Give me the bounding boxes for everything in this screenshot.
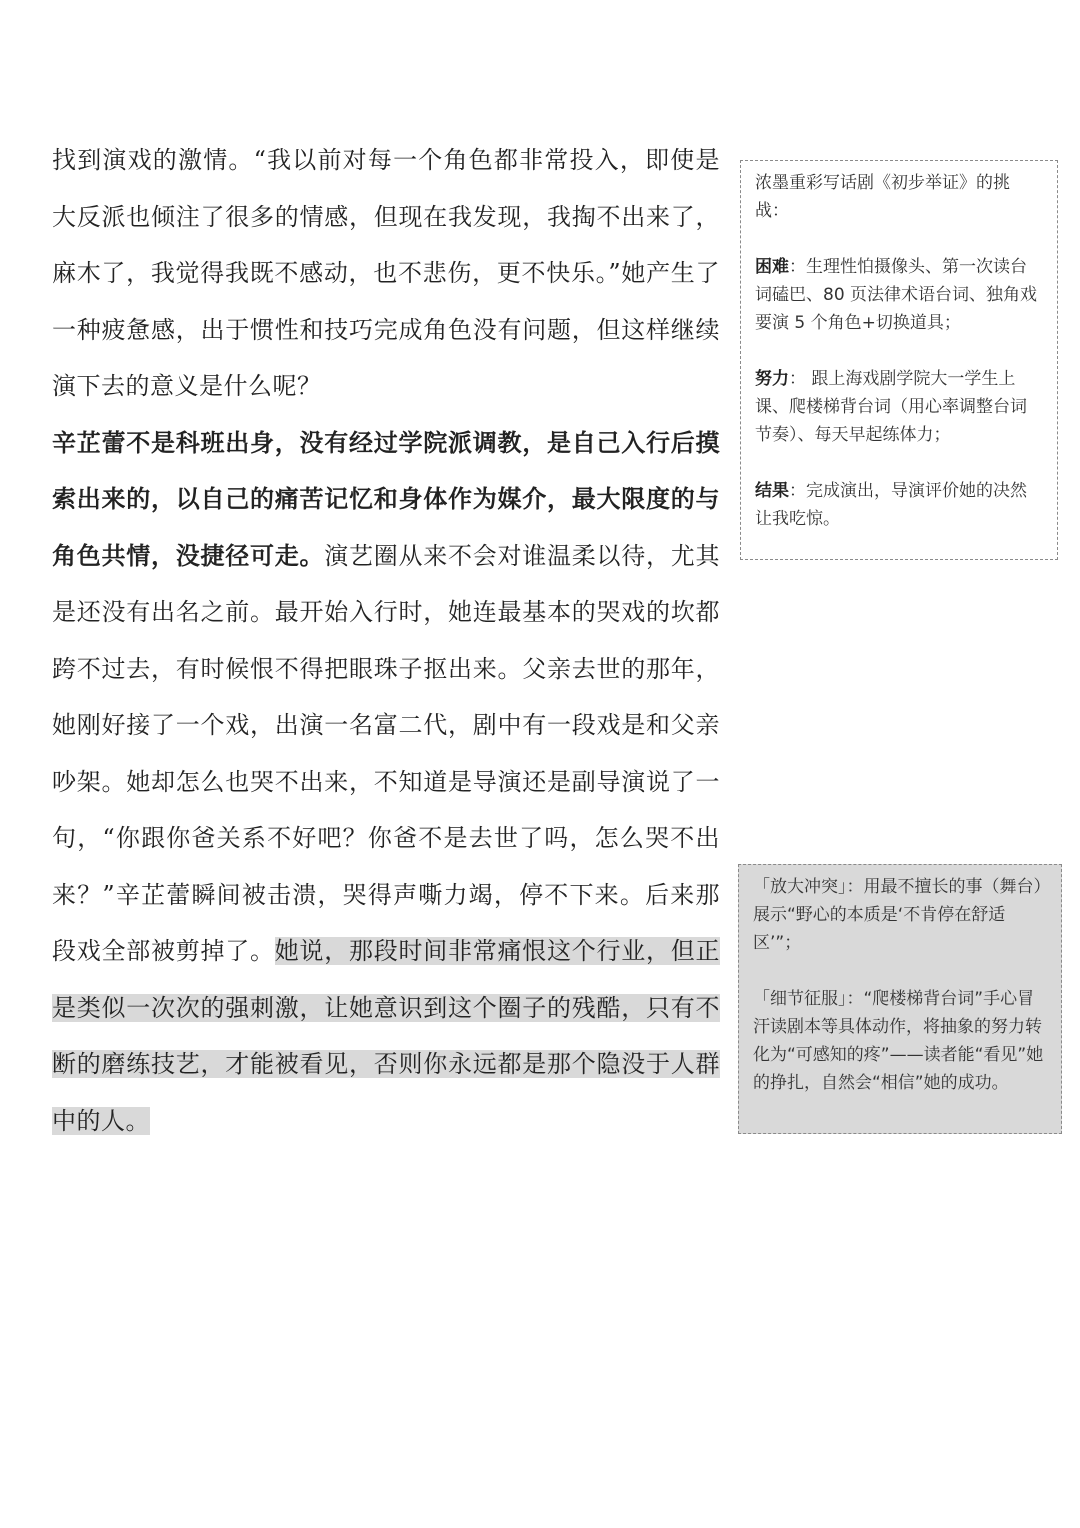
technique-item-detail: 「细节征服」：“爬楼梯背台词”手心冒汗读剧本等具体动作，将抽象的努力转化为“可感知的疼”——读者能“看见”她的挣扎，自然会“相信”她的成功。 <box>753 989 1044 1093</box>
highlighted-quote: 她说，那段时间非常痛恨这个行业，但正是类似一次次的强刺激，让她意识到这个圈子的残酷，只有不断的磨练技艺，才能被看见，否则你永远都是那个隐没于人群中的人。 <box>52 937 720 1135</box>
technique-note-box <box>738 864 1062 1134</box>
result-text: ：完成演出，导演评价她的决然让我吃惊。 <box>755 481 1027 529</box>
note-title: 浓墨重彩写话剧《初步举证》的挑战： <box>755 173 1010 221</box>
difficulty-label: 困难 <box>755 257 789 277</box>
article-body <box>52 132 720 1149</box>
article-paragraph-2 <box>52 415 720 1150</box>
article-paragraph-1: 找到演戏的激情。“我以前对每一个角色都非常投入，即使是大反派也倾注了很多的情感，但现在我发现，我掏不出来了，麻木了，我觉得我既不感动，也不悲伤，更不快乐。”她产生了一种疲惫感，出于惯性和技巧完成角色没有问题，但这样继续演下去的意义是什么呢？ <box>52 146 720 400</box>
technique-item-conflict: 「放大冲突」：用最不擅长的事（舞台）展示“野心的本质是‘不肯停在舒适区’”； <box>753 877 1042 953</box>
narrative-text: 演艺圈从来不会对谁温柔以待，尤其是还没有出名之前。最开始入行时，她连最基本的哭戏的坎都跨不过去，有时候恨不得把眼珠子抠出来。父亲去世的那年，她刚好接了一个戏，出演一名富二代，剧中有一段戏是和父亲吵架。她却怎么也哭不出来，不知道是导演还是副导演说了一句，“你跟你爸关系不好吧？你爸不是去世了吗，怎么哭不出来？”辛芷蕾瞬间被击溃，哭得声嘶力竭，停不下来。后来那段戏全部被剪掉了。 <box>52 541 720 965</box>
note-effort <box>755 365 1043 449</box>
bold-statement: 辛芷蕾不是科班出身，没有经过学院派调教，是自己入行后摸索出来的，以自己的痛苦记忆和身体作为媒介，最大限度的与角色共情，没捷径可走。 <box>52 427 720 570</box>
note-result <box>755 477 1043 533</box>
effort-label: 努力 <box>755 369 789 389</box>
difficulty-text: ：生理性怕摄像头、第一次读台词磕巴、80 页法律术语台词、独角戏要演 5 个角色+切换道具； <box>755 257 1038 333</box>
note-difficulty <box>755 253 1043 337</box>
challenge-note-box <box>740 160 1058 560</box>
result-label: 结果 <box>755 481 789 501</box>
effort-text: ： 跟上海戏剧学院大一学生上课、爬楼梯背台词（用心率调整台词节奏）、每天早起练体力； <box>755 369 1027 445</box>
